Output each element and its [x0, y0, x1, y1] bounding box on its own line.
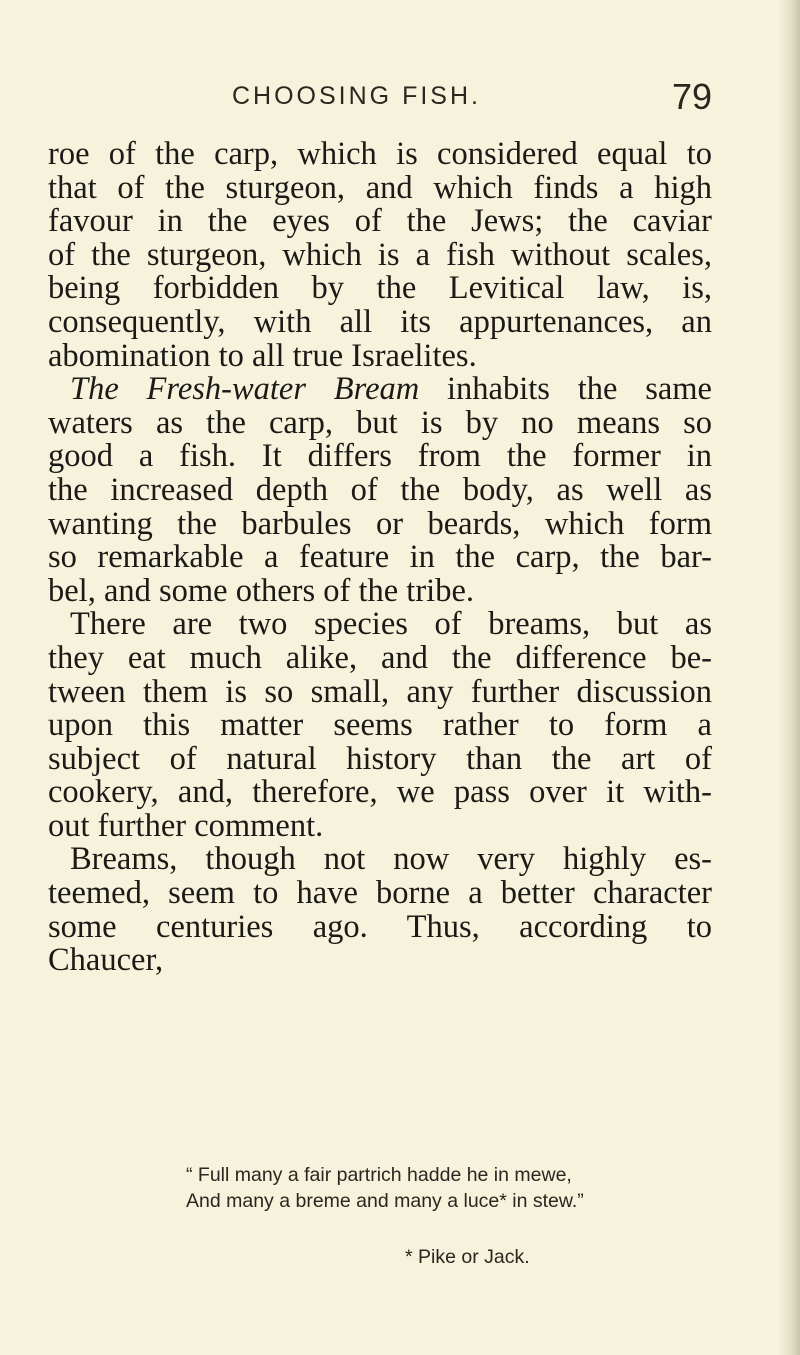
text-line: so remarkable a feature in the carp, the bar-: [48, 539, 712, 576]
body-text: [48, 138, 712, 978]
text-line: upon this matter seems rather to form a: [48, 707, 712, 744]
text-line: teemed, seem to have borne a better character: [48, 875, 712, 912]
text-line: favour in the eyes of the Jews; the caviar: [48, 203, 712, 240]
text-line: consequently, with all its appurtenances, an: [48, 303, 712, 340]
quote-line: “ Full many a fair partrich hadde he in mewe,: [186, 1164, 572, 1186]
text-line: cookery, and, therefore, we pass over it with-: [48, 774, 712, 811]
running-head: [232, 76, 712, 116]
text-line: bel, and some others of the tribe.: [48, 572, 474, 609]
text-line: abomination to all true Israelites.: [48, 337, 477, 374]
text-line: roe of the carp, which is considered equal to: [48, 136, 712, 172]
page-number: 79: [671, 76, 712, 117]
text-line: Chaucer,: [48, 942, 164, 979]
text-line: the increased depth of the body, as well as: [48, 471, 712, 508]
footnote: * Pike or Jack.: [405, 1246, 530, 1268]
text-line: they eat much alike, and the difference be-: [48, 639, 712, 676]
text-line: Breams, though not now very highly es-: [70, 841, 712, 878]
text-line: that of the sturgeon, and which finds a high: [48, 169, 712, 206]
text-line: tween them is so small, any further discussion: [48, 673, 712, 710]
text-line: subject of natural history than the art of: [48, 740, 712, 777]
text-line: There are two species of breams, but as: [70, 606, 712, 643]
chaucer-quote: [186, 1162, 706, 1214]
text-line: some centuries ago. Thus, according to: [48, 908, 712, 945]
text-line: of the sturgeon, which is a fish without scales,: [48, 236, 712, 273]
running-head-title: CHOOSING FISH.: [232, 82, 481, 110]
text-line: being forbidden by the Levitical law, is,: [48, 270, 712, 307]
bream-heading: The Fresh-water Bream: [70, 371, 420, 408]
quote-line: And many a breme and many a luce* in stew.”: [186, 1190, 584, 1212]
text-line: waters as the carp, but is by no means so: [48, 404, 712, 441]
paragraph-first-line: [48, 373, 712, 407]
text-line: out further comment.: [48, 807, 324, 844]
text-fragment: inhabits the same: [419, 371, 712, 408]
page-edge-shadow: [778, 0, 800, 1355]
text-line: wanting the barbules or beards, which form: [48, 505, 712, 542]
text-line: good a fish. It differs from the former in: [48, 438, 712, 475]
